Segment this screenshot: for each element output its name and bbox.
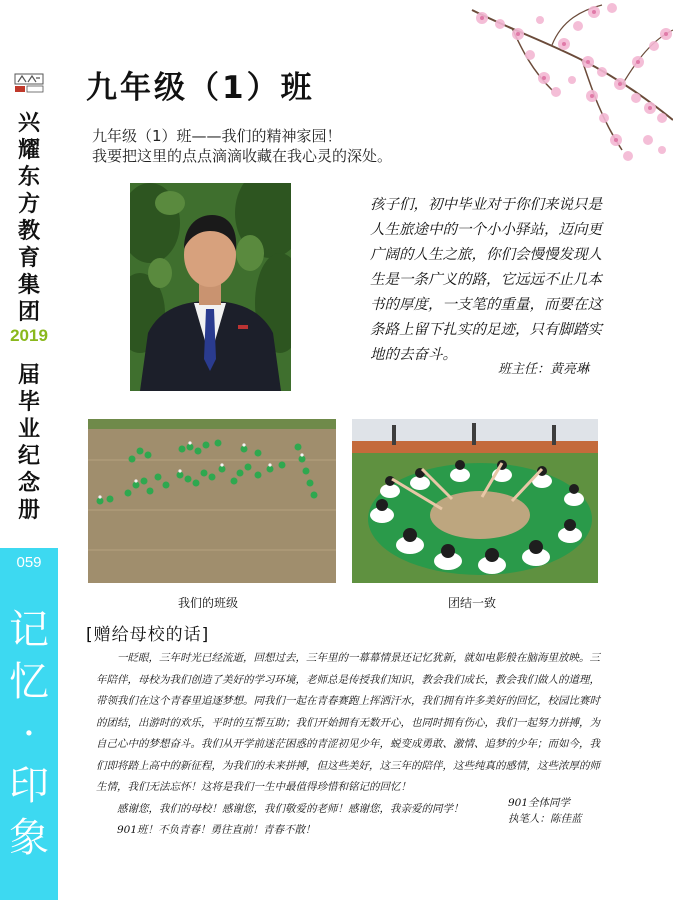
plum-blossom-decoration	[452, 0, 673, 170]
section-caption-char: 印	[9, 763, 49, 809]
group-name-char: 集	[17, 273, 40, 298]
intro-text	[92, 126, 392, 166]
teacher-handwritten-note: 孩子们，初中毕业对于你们来说只是人生旅途中的一个小小驿站，迈向更广阔的人生之旅，你们会慢慢发现人生是一条广义的路，它远远不止几本书的厚度，一支笔的重量，而要在这条路上留下扎实的足迹，只有脚踏实地的去奋斗。	[370, 197, 602, 363]
unity-circle-photo	[352, 419, 598, 583]
intro-line-1: 九年级（1）班——我们的精神家园！	[92, 127, 342, 145]
class-formation-photo	[88, 419, 336, 583]
page-number: 059	[16, 554, 42, 571]
letter-signature	[508, 795, 582, 827]
album-char: 届	[17, 363, 40, 388]
section-caption-char: 象	[9, 815, 49, 861]
letter-paragraph-3: 901班！不负青春！勇往直前！青春不散！	[117, 824, 316, 836]
caption-unity: 团结一致	[448, 596, 497, 610]
album-char: 纪	[17, 444, 40, 469]
group-name	[0, 110, 58, 326]
section-caption-char: 记	[9, 607, 49, 653]
album-char: 册	[17, 498, 40, 523]
letter-paragraph-2: 感谢您，我们的母校！感谢您，我们敬爱的老师！感谢您，我亲爱的同学！	[117, 802, 464, 815]
group-name-char: 东	[17, 165, 40, 190]
teacher-photo	[130, 183, 291, 391]
section-caption-char: 忆	[9, 659, 49, 705]
message-title: [赠给母校的话]	[86, 625, 210, 645]
letter-sign-class: 901全体同学	[508, 797, 571, 809]
page-title: 九年级（1）班	[86, 70, 315, 106]
letter-paragraph-1: 一眨眼，三年时光已经流逝，回想过去，三年里的一幕幕情景还记忆犹新，就如电影般在脑海里放映。三年陪伴，母校为我们创造了美好的学习环境，老师总是传授我们知识，教会我们成长，教会我们做人的道理，带领我们在这个青春里追逐梦想。同我们一起在青春赛跑上挥洒汗水，我们拥有许多美好的回忆，校园比赛时的团结，出游时的欢乐，平时的互帮互助；我们开始拥有无数开心，也同时拥有伤心，我们一起努力拼搏，为自己心中的梦想奋斗。我们从开学前迷茫困惑的青涩初见少年，蜕变成勇敢、激情、追梦的少年；而如今，我们即将踏上高中的新征程，为我们的未来拼搏，但这些美好，这三年的陪伴，这些纯真的感情，这些浓厚的师生情，我们无法忘怀！这将是我们一生中最值得珍惜和铭记的回忆！	[96, 652, 600, 793]
section-caption	[0, 604, 58, 864]
intro-line-2: 我要把这里的点点滴滴收藏在我心灵的深处。	[92, 147, 393, 165]
group-name-char: 方	[17, 192, 40, 217]
group-name-char: 教	[17, 219, 40, 244]
year-label: 2019	[10, 326, 48, 345]
group-name-char: 育	[17, 246, 40, 271]
group-name-char: 耀	[17, 138, 40, 163]
section-caption-char: ·	[22, 711, 36, 757]
album-char: 念	[17, 471, 40, 496]
album-label	[0, 362, 58, 524]
album-char: 毕	[17, 390, 40, 415]
group-name-char: 兴	[17, 111, 40, 136]
caption-our-class: 我们的班级	[178, 596, 239, 610]
school-logo	[14, 72, 44, 94]
teacher-signature: 班主任：黄亮琳	[498, 362, 590, 377]
letter-sign-author: 执笔人：陈佳蓝	[508, 813, 582, 825]
album-char: 业	[17, 417, 40, 442]
group-name-char: 团	[17, 300, 40, 325]
